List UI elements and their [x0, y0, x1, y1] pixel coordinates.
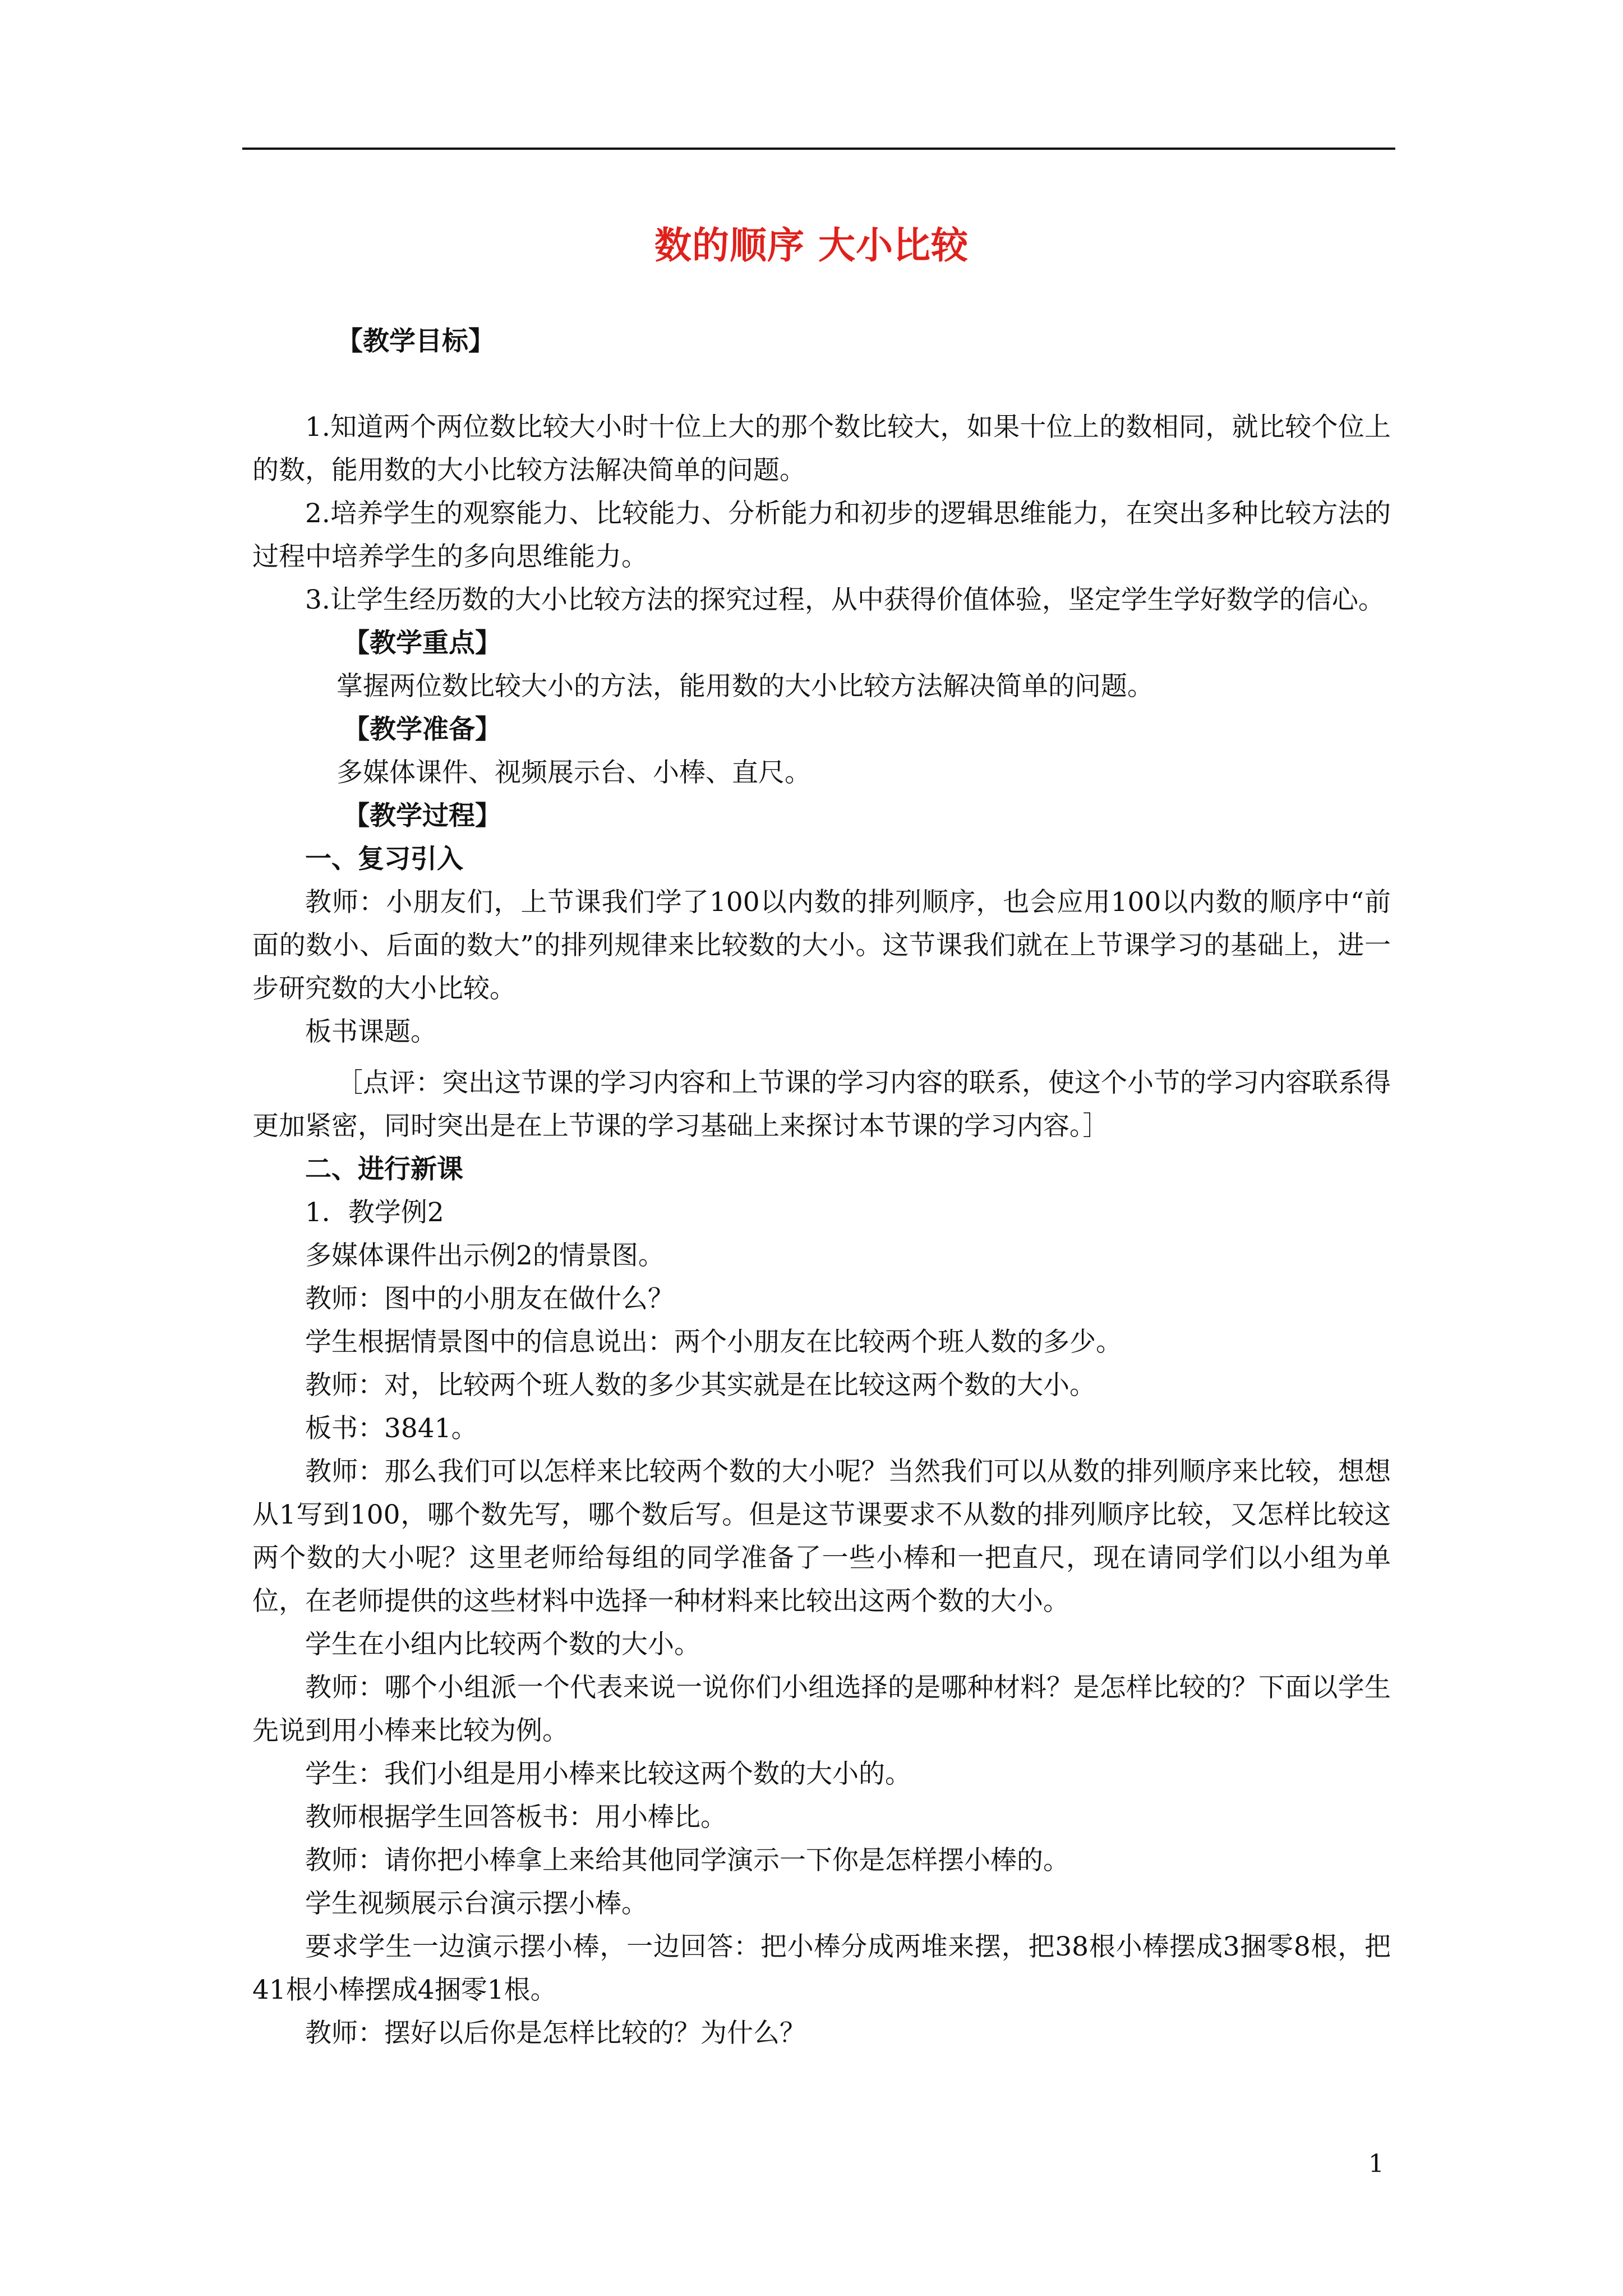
- header-rule: [242, 148, 1395, 150]
- part1-heading: 一、复习引入: [305, 844, 463, 875]
- part2-para-1: 1．教学例2: [305, 1197, 444, 1228]
- part2-para-11: 教师根据学生回答板书：用小棒比。: [305, 1802, 727, 1833]
- objective-2: 2.培养学生的观察能力、比较能力、分析能力和初步的逻辑思维能力，在突出多种比较方法的过程中培养学生的多向思维能力。: [252, 498, 1391, 572]
- objectives-heading: 【教学目标】: [336, 326, 495, 357]
- part1-para-1: 教师：小朋友们，上节课我们学了100以内数的排列顺序，也会应用100以内数的顺序中“前面的数小、后面的数大”的排列规律来比较数的大小。这节课我们就在上节课学习的基础上，进一步研究数的大小比较。: [252, 887, 1391, 1004]
- part2-para-9: 教师：哪个小组派一个代表来说一说你们小组选择的是哪种材料？是怎样比较的？下面以学生先说到用小棒来比较为例。: [252, 1672, 1391, 1746]
- objective-1: 1.知道两个两位数比较大小时十位上大的那个数比较大，如果十位上的数相同，就比较个位上的数，能用数的大小比较方法解决简单的问题。: [252, 412, 1391, 486]
- part2-para-14: 要求学生一边演示摆小棒，一边回答：把小棒分成两堆来摆，把38根小棒摆成3捆零8根，把41根小棒摆成4捆零1根。: [252, 1931, 1391, 2005]
- part2-para-15: 教师：摆好以后你是怎样比较的？为什么？: [305, 2018, 806, 2049]
- focus-heading: 【教学重点】: [343, 628, 501, 659]
- part2-para-7: 教师：那么我们可以怎样来比较两个数的大小呢？当然我们可以从数的排列顺序来比较，想想从1写到100，哪个数先写，哪个数后写。但是这节课要求不从数的排列顺序比较，又怎样比较这两个数的大小呢？这里老师给每组的同学准备了一些小棒和一把直尺，现在请同学们以小组为单位，在老师提供的这些材料中选择一种材料来比较出这两个数的大小。: [252, 1456, 1391, 1617]
- process-heading: 【教学过程】: [343, 800, 501, 831]
- prep-text: 多媒体课件、视频展示台、小棒、直尺。: [336, 757, 811, 788]
- part2-para-5: 教师：对，比较两个班人数的多少其实就是在比较这两个数的大小。: [305, 1370, 1096, 1401]
- part2-para-2: 多媒体课件出示例2的情景图。: [305, 1240, 665, 1271]
- prep-heading: 【教学准备】: [343, 714, 501, 745]
- page-title: 数的顺序 大小比较: [654, 223, 969, 267]
- document-body: [252, 320, 1391, 2055]
- part2-para-4: 学生根据情景图中的信息说出：两个小朋友在比较两个班人数的多少。: [305, 1327, 1122, 1358]
- part2-heading: 二、进行新课: [305, 1154, 463, 1185]
- part2-para-12: 教师：请你把小棒拿上来给其他同学演示一下你是怎样摆小棒的。: [305, 1845, 1069, 1876]
- part1-para-2: 板书课题。: [305, 1016, 437, 1047]
- part2-para-10: 学生：我们小组是用小棒来比较这两个数的大小的。: [305, 1759, 911, 1789]
- focus-text: 掌握两位数比较大小的方法，能用数的大小比较方法解决简单的问题。: [336, 671, 1154, 702]
- page-number: 1: [1368, 2150, 1384, 2178]
- comment-paragraph: ［点评：突出这节课的学习内容和上节课的学习内容的联系，使这个小节的学习内容联系得更加紧密，同时突出是在上节课的学习基础上来探讨本节课的学习内容。］: [252, 1068, 1391, 1142]
- objective-3: 3.让学生经历数的大小比较方法的探究过程，从中获得价值体验，坚定学生学好数学的信心。: [305, 585, 1385, 615]
- part2-para-8: 学生在小组内比较两个数的大小。: [305, 1629, 700, 1660]
- part2-para-13: 学生视频展示台演示摆小棒。: [305, 1888, 648, 1919]
- part2-para-3: 教师：图中的小朋友在做什么？: [305, 1283, 674, 1314]
- part2-para-6: 板书：3841。: [305, 1413, 478, 1444]
